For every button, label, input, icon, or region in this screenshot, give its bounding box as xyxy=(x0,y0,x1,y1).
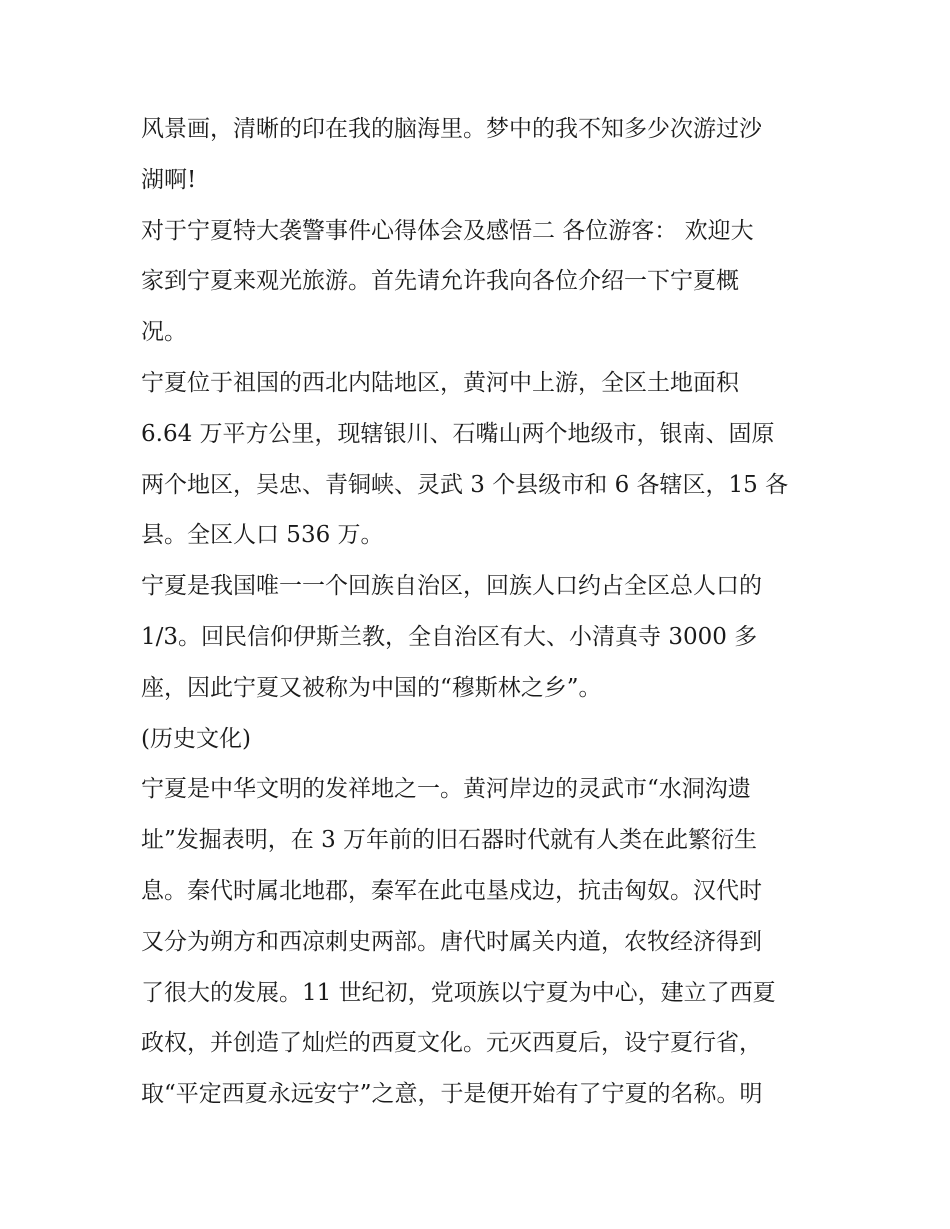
text-line: 湖啊! xyxy=(141,166,197,193)
text-line: 了很大的发展。11 世纪初，党项族以宁夏为中心，建立了西夏 xyxy=(141,979,776,1006)
text-line: 宁夏是我国唯一一个回族自治区，回族人口约占全区总人口的 xyxy=(141,573,762,600)
text-line: 家到宁夏来观光旅游。首先请允许我向各位介绍一下宁夏概 xyxy=(141,268,739,295)
text-line: 址”发掘表明，在 3 万年前的旧石器时代就有人类在此繁衍生 xyxy=(141,827,758,854)
text-line: 又分为朔方和西凉刺史两部。唐代时属关内道，农牧经济得到 xyxy=(141,928,762,955)
text-line: 两个地区，吴忠、青铜峡、灵武 3 个县级市和 6 各辖区，15 各 xyxy=(141,471,789,498)
text-line: 县。全区人口 536 万。 xyxy=(141,522,384,549)
section-heading: (历史文化) xyxy=(141,725,251,752)
text-line: 对于宁夏特大袭警事件心得体会及感悟二 各位游客： 欢迎大 xyxy=(141,217,754,244)
text-line: 况。 xyxy=(141,319,187,346)
document-body xyxy=(141,104,821,1120)
text-line: 宁夏位于祖国的西北内陆地区，黄河中上游，全区土地面积 xyxy=(141,369,739,396)
text-line: 取“平定西夏永远安宁”之意，于是便开始有了宁夏的名称。明 xyxy=(141,1081,763,1108)
text-line: 政权，并创造了灿烂的西夏文化。元灭西夏后，设宁夏行省， xyxy=(141,1030,762,1057)
text-line: 息。秦代时属北地郡，秦军在此屯垦戍边，抗击匈奴。汉代时 xyxy=(141,877,762,904)
text-line: 1/3。回民信仰伊斯兰教，全自治区有大、小清真寺 3000 多 xyxy=(141,623,758,650)
text-line: 6.64 万平方公里，现辖银川、石嘴山两个地级市，银南、固原 xyxy=(141,420,775,447)
text-line: 座，因此宁夏又被称为中国的“穆斯林之乡”。 xyxy=(141,674,602,701)
text-line: 风景画，清晰的印在我的脑海里。梦中的我不知多少次游过沙 xyxy=(141,116,762,142)
text-line: 宁夏是中华文明的发祥地之一。黄河岸边的灵武市“水洞沟遗 xyxy=(141,776,751,803)
